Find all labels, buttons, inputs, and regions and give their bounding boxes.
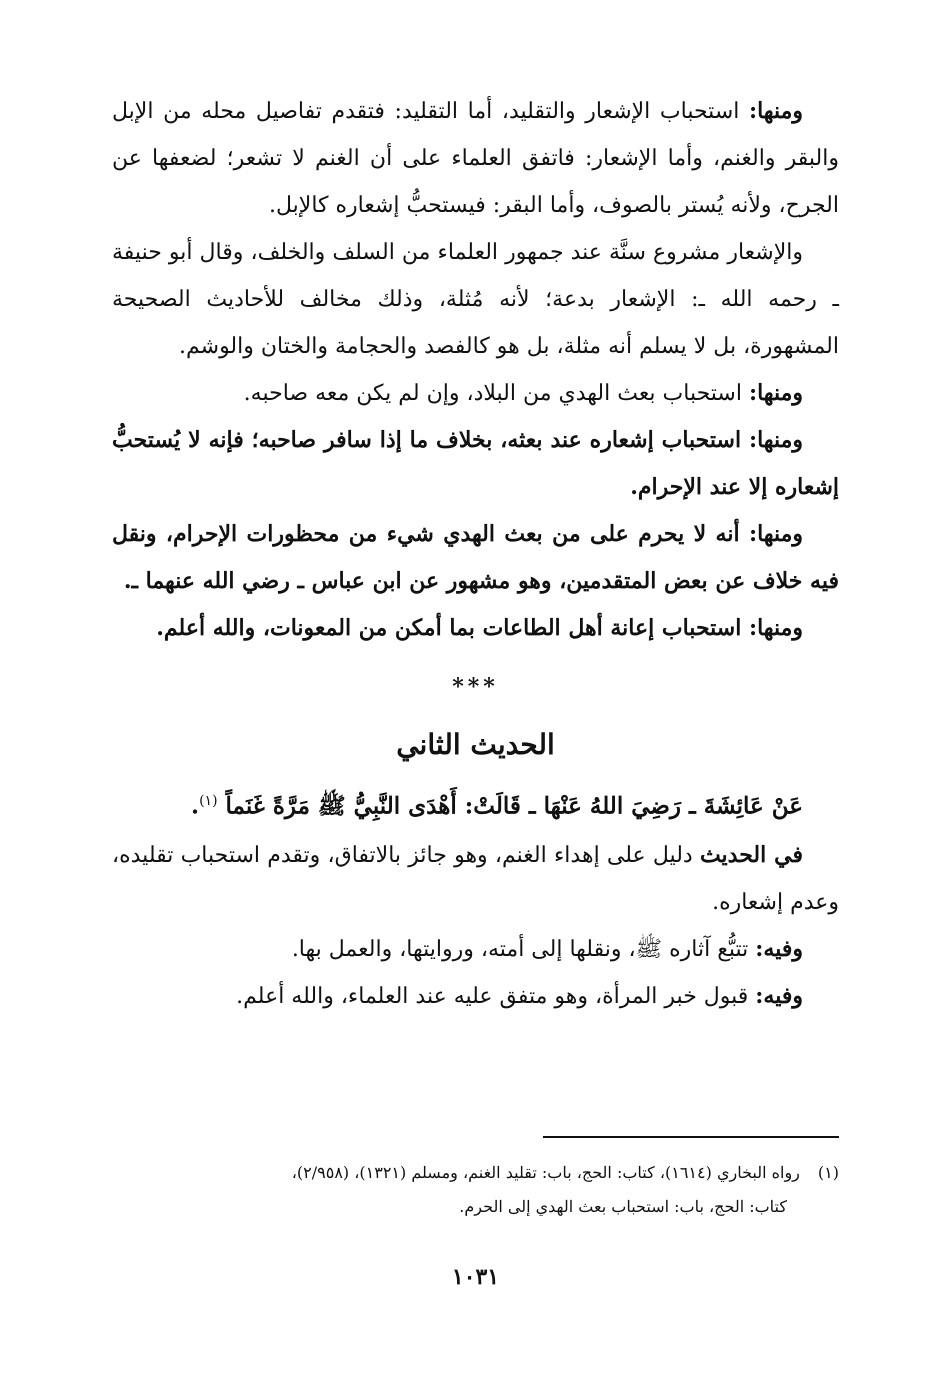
commentary-lead: في الحديث [699,841,803,868]
page-body [112,88,839,1376]
section-separator: *** [452,674,499,700]
commentary-2 [112,926,839,973]
footnote-divider [543,1136,839,1138]
paragraph-6 [112,605,839,652]
footnote-reference: (١) [199,793,218,809]
paragraph-4 [112,417,839,511]
paragraph-text: أنه لا يحرم على من بعث الهدي شيء من محظورات الإحرام، ونقل فيه خلاف عن بعض المتقدمين، وهو مشهور عن ابن عباس ـ رضي الله عنهما ـ. [112,521,839,594]
commentary-1 [112,832,839,926]
paragraph-text: والإشعار مشروع سنَّة عند جمهور العلماء من السلف والخلف، وقال أبو حنيفة ـ رحمه الله ـ: الإشعار بدعة؛ لأنه مُثلة، وذلك مخالف للأحاديث الصحيحة المشهورة، بل لا يسلم أنه مثلة، بل هو كالفصد والحجامة والختان والوشم. [112,240,839,359]
commentary-text: تتبُّع آثاره ﷺ، ونقلها إلى أمته، وروايتها، والعمل بها. [291,936,756,962]
paragraph-lead: ومنها: [748,98,803,124]
commentary-lead: وفيه: [755,935,803,962]
paragraph-text: استحباب إشعاره عند بعثه، بخلاف ما إذا سافر صاحبه؛ فإنه لا يُستحبُّ إشعاره إلا عند الإحرام. [112,427,839,500]
paragraph-3 [112,370,839,417]
commentary-3 [112,973,839,1020]
section-title: الحديث الثاني [396,728,555,761]
hadith-text [112,776,839,832]
commentary-text: دليل على إهداء الغنم، وهو جائز بالاتفاق، وتقدم استحباب تقليده، وعدم إشعاره. [112,842,839,915]
footnote-line-1 [112,1156,839,1190]
paragraph-5 [112,511,839,605]
hadith-end: . [191,792,200,820]
paragraph-lead: ومنها: [748,427,803,453]
paragraph-text: استحباب إعانة أهل الطاعات بما أمكن من المعونات، والله أعلم. [156,615,749,641]
paragraph-lead: ومنها: [748,380,803,406]
paragraph-1 [112,88,839,229]
footnote-text: رواه البخاري (١٦١٤)، كتاب: الحج، باب: تقليد الغنم، ومسلم (١٣٢١)، (٢/٩٥٨)، [291,1163,800,1182]
hadith-body: عَنْ عَائِشَةَ ـ رَضِيَ اللهُ عَنْهَا ـ قَالَتْ: أَهْدَى النَّبِيُّ ﷺ مَرَّةً غَنَماً [225,792,803,820]
paragraph-text: استحباب الإشعار والتقليد، أما التقليد: فتقدم تفاصيل محله من الإبل والبقر والغنم، وأما الإشعار: فاتفق العلماء على أن الغنم لا تشعر؛ لضعفها عن الجرح، ولأنه يُستر بالصوف، وأما البقر: فيستحبُّ إشعاره كالإبل. [112,99,839,218]
paragraph-lead: ومنها: [748,615,803,641]
paragraph-text: استحباب بعث الهدي من البلاد، وإن لم يكن معه صاحبه. [243,381,749,406]
footnote-line-2: كتاب: الحج، باب: استحباب بعث الهدي إلى الحرم. [459,1197,787,1216]
commentary-text: قبول خبر المرأة، وهو متفق عليه عند العلماء، والله أعلم. [236,983,756,1009]
paragraph-lead: ومنها: [748,521,803,547]
commentary-lead: وفيه: [755,982,803,1009]
page-number: ١٠٣١ [451,1264,500,1290]
footnote [112,1156,839,1224]
paragraph-2 [112,229,839,370]
footnote-number: (١) [817,1163,839,1182]
